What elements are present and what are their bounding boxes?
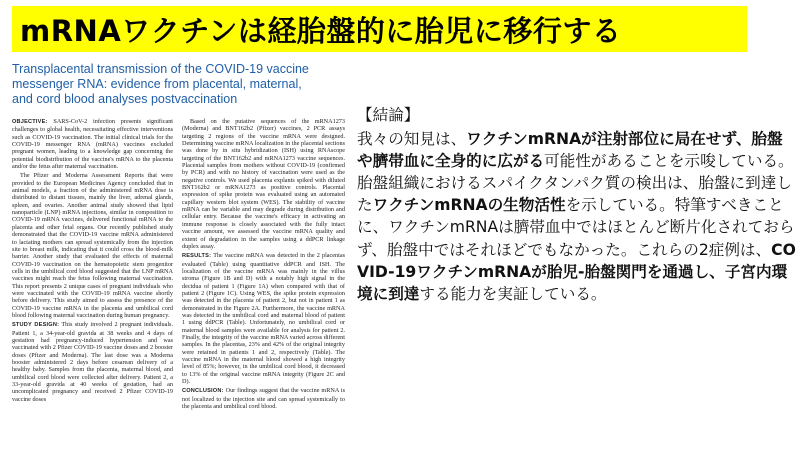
- conclusion-summary: [357, 104, 797, 305]
- banner-title: mRNAワクチンは経胎盤的に胎児に移行する: [20, 13, 622, 48]
- summary-text: 我々の知見は、: [357, 130, 467, 149]
- abstract-right-column: [182, 118, 345, 450]
- abstract-text: Our findings suggest that the vaccine mRNA is not localized to the injection site and can spread systemically to the placenta and umbilical cord blood.: [182, 387, 345, 411]
- summary-text: する能力を実証している。: [419, 284, 607, 303]
- abstract-paragraph: [182, 118, 345, 250]
- summary-emphasis: COVID-19ワクチンmRNAが胎児-胎盤関門を通過し、子宮内環境に到達: [357, 240, 796, 303]
- summary-emphasis: ワクチンmRNAが注射部位に局在せず、胎盤や臍帯血に全身的に広がる: [357, 130, 783, 171]
- abstract-section-heading: OBJECTIVE:: [12, 119, 48, 125]
- abstract-paragraph: [12, 321, 173, 403]
- abstract-section-heading: CONCLUSION:: [182, 388, 224, 395]
- summary-text: を示している。特筆すべきことに、ワクチンmRNAは臍帯血中ではほとんど断片化されておらず、胎盤中ではそれほどでもなかった。これらの2症例は、: [357, 196, 795, 259]
- abstract-left-column: [12, 118, 173, 450]
- title-banner: [12, 6, 747, 52]
- abstract-text: SARS-CoV-2 infection presents significant challenges to global health, necessitating effective interventions such as COVID-19 vaccination. The initial clinical trials for the COVID-19 messenger RNA (mRNA) vaccines excluded pregnant women, leading to a knowledge gap concerning the potential biodistribution of the vaccine's mRNA to the placenta and/or the fetus after maternal vaccination.: [12, 118, 173, 171]
- abstract-text: The Pfizer and Moderna Assessment Reports that were provided to the European Medicines Agency concluded that in animal models, a fraction of the administered mRNA dose is distributed to distant tissues, mainly the liver, adrenal glands, spleen, and ovaries. Another animal study showed that lipid nanoparticle (LNP) mRNA injections, similar in composition to COVID-19 mRNA vaccines, delivered functional mRNA to the placenta and other fetal organs. Our recently published study demonstrated that the COVID-19 vaccine mRNA administered to lactating mothers can spread systemically from the injection site to breast milk, indicating that it could cross the blood-milk barrier. Another study that evaluated the effects of maternal COVID-19 vaccination on the hematopoietic stem progenitor cells in the umbilical cord blood suggested that the LNP mRNA vaccines might reach the fetus following maternal vaccination. This report presents 2 unique cases of pregnant individuals who were vaccinated with the COVID-19 mRNA vaccine shortly before delivery. This study aimed to assess the presence of the COVID-19 vaccine mRNA in the placenta and umbilical cord blood following maternal vaccination during human pregnancy.: [12, 172, 173, 319]
- abstract-paragraph: [182, 252, 345, 385]
- summary-heading: 【結論】: [357, 106, 420, 124]
- summary-emphasis: ワクチンmRNAの生物活性: [372, 196, 566, 215]
- abstract-text: Based on the putative sequences of the mRNA1273 (Moderna) and BNT162b2 (Pfizer) vaccines, 2 PCR assays targeting 2 regions of the vaccine mRNA were designed. Determining vaccine mRNA localization in the placental sections was done by in situ hybridization (ISH) using RNAscope targeting of the BNT162b2 and mRNA1273 vaccine sequences. Placental samples from mothers without COVID-19 (confirmed by PCR) and with no history of vaccination were used as the negative controls. We used placenta explants spiked with diluted BNT162b2 or mRNA1273 as positive controls. Placental expression of spike protein was evaluated using an automated capillary western blot system (WES). The stability of vaccine mRNA can be variable and may degrade during distribution and cellular entry. Because the vaccine's efficacy in activating an immune response is closely associated with the fully intact vaccine amount, we assessed the vaccine mRNA quality and extent of degradation in the samples using a ddPCR linkage duplex assay.: [182, 118, 345, 250]
- abstract-section-heading: RESULTS:: [182, 253, 212, 260]
- abstract-paragraph: [182, 387, 345, 410]
- abstract-paragraph: [12, 172, 173, 319]
- summary-body: [357, 128, 797, 305]
- paper-title: Transplacental transmission of the COVID-19 vaccine messenger RNA: evidence from placental, maternal, and cord blood analyses postvaccination: [12, 62, 309, 106]
- abstract-text: The vaccine mRNA was detected in the 2 placentas evaluated (Table) using quantitative ddPCR and ISH. The localization of the vaccine mRNA was mainly in the villus stroma (Figure 1B and D) with a notably high signal in the decidua of patient 1 (Figure 1A) when compared with that of patient 2 (Figure 1C). Using WES, the spike protein expression was detected in the placenta of patient 2, but not in patient 1 as demonstrated in the Figure 2A. Furthermore, the vaccine mRNA was detected in the umbilical cord and maternal blood of patient 1 using ddPCR (Table). Unfortunately, no umbilical cord or maternal blood samples were available for analysis for patient 2. Finally, the integrity of the vaccine mRNA varied across different samples. In the placentas, 23% and 42% of the original integrity were retained in patients 1 and 2, respectively (Table). The vaccine mRNA in the maternal blood showed a high integrity level of 85%; however, in the umbilical cord blood, it decreased to 13% of the original vaccine mRNA integrity (Figure 2C and D).: [182, 252, 345, 386]
- abstract-text: This study involved 2 pregnant individuals. Patient 1, a 34-year-old gravida at 38 weeks and 4 days of gestation had pregnancy-induced hypertension and was vaccinated with 2 Pfizer COVID-19 vaccine doses and 2 booster doses (Pfizer and Moderna). The last dose was a Moderna booster administered 2 days before cesarean delivery of a healthy baby. Samples from the placenta, maternal blood, and umbilical cord blood were collected after delivery. Patient 2, a 33-year-old gravida at 40 weeks of gestation, had an uncomplicated pregnancy and received 2 Pfizer COVID-19 vaccine doses: [12, 321, 173, 403]
- abstract-section-heading: STUDY DESIGN:: [12, 322, 60, 329]
- abstract-paragraph: [12, 118, 173, 170]
- summary-text: 可能性があることを示唆している。胎盤組織におけるスパイクタンパク質の検出は、胎盤に到達した: [357, 152, 794, 215]
